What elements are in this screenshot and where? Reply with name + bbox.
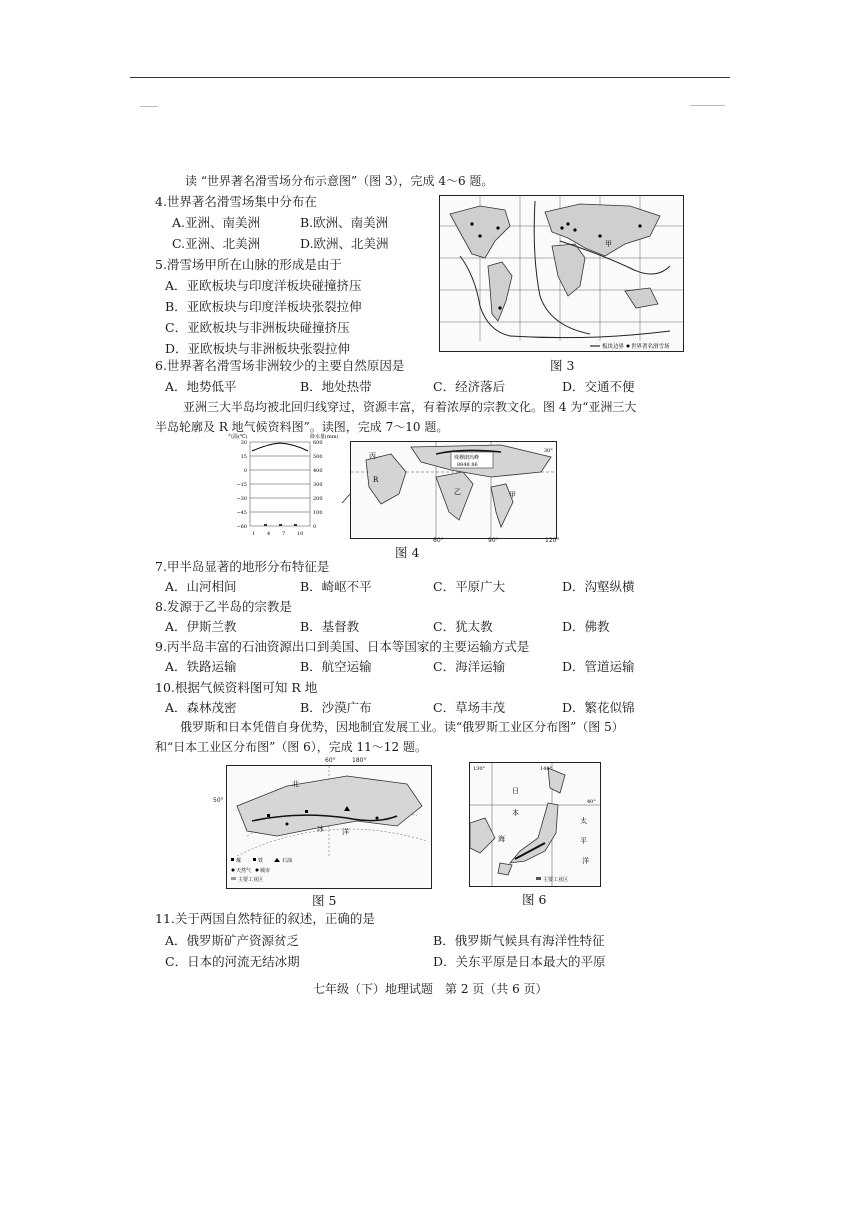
- question-11-option-b[interactable]: B．俄罗斯气候具有海洋性特征: [433, 933, 605, 948]
- question-4-option-b[interactable]: B.欧洲、南美洲: [300, 215, 389, 230]
- fig5-lat-50: 50°: [213, 797, 224, 804]
- question-10-option-a[interactable]: A．森林茂密: [165, 700, 237, 715]
- fig5-mark-bei: 北: [292, 780, 299, 788]
- fig4-temp-tick: −45: [236, 510, 247, 516]
- question-6-option-c[interactable]: C．经济落后: [433, 379, 506, 394]
- fig4-precip-tick: 0: [313, 524, 317, 530]
- question-6-option-b[interactable]: B．地处热带: [300, 379, 372, 394]
- fig4-peak-height: 8848.86: [457, 462, 478, 468]
- question-8-option-d[interactable]: D．佛教: [562, 619, 610, 634]
- question-9-option-c[interactable]: C．海洋运输: [433, 659, 506, 674]
- question-6-option-d[interactable]: D．交通不便: [562, 379, 635, 394]
- fig4-month-tick: 1: [252, 531, 256, 537]
- fig4-lon-120: 120°: [545, 537, 560, 544]
- question-5-option-c[interactable]: C．亚欧板块与非洲板块碰撞挤压: [165, 320, 350, 335]
- fig4-temp-curve: [252, 443, 308, 451]
- question-8-option-c[interactable]: C．犹太教: [433, 619, 493, 634]
- question-10-option-d[interactable]: D．繁花似锦: [562, 700, 635, 715]
- fig5-lon-180: 180°: [352, 757, 367, 764]
- fig4-temp-label: 气温(℃): [228, 434, 248, 440]
- figure-4-climate-chart: [228, 432, 348, 542]
- fig5-legend-item: 城市: [260, 868, 271, 874]
- fig4-mark-bing: 丙: [369, 452, 376, 460]
- question-10-option-c[interactable]: C．草场丰茂: [433, 700, 506, 715]
- figure-5-caption: 图 5: [312, 893, 337, 908]
- fig5-legend-item: 石油: [282, 858, 293, 864]
- top-rule: [130, 77, 730, 78]
- figure-6-caption: 图 6: [522, 892, 547, 907]
- fig4-temp-tick: 15: [240, 454, 247, 460]
- question-9-option-d[interactable]: D．管道运输: [562, 659, 635, 674]
- fig4-month-tick: 7: [282, 531, 286, 537]
- fig4-precip-tick: 600: [313, 440, 323, 446]
- fig4-month-tick: 4: [267, 531, 271, 537]
- fig4-temp-tick: 30: [240, 440, 247, 446]
- question-8-stem: 8.发源于乙半岛的宗教是: [155, 599, 292, 614]
- fig4-precip-label: 降水量(mm): [310, 434, 339, 440]
- question-4-stem: 4.世界著名滑雪场集中分布在: [155, 194, 317, 209]
- intro-fig56-line1: 俄罗斯和日本凭借自身优势，因地制宜发展工业。读“俄罗斯工业区分布图”（图 5）: [180, 720, 624, 734]
- fig6-sea-char: 海: [498, 835, 505, 843]
- intro-fig3: 读 “世界著名滑雪场分布示意图”（图 3），完成 4～6 题。: [185, 174, 494, 188]
- question-7-option-b[interactable]: B．崎岖不平: [300, 579, 372, 594]
- fig4-temp-tick: −15: [236, 482, 247, 488]
- fig4-lat-30: 30°: [544, 448, 553, 454]
- fig6-sea-char: 日: [512, 787, 519, 795]
- intro-fig4-line2: 半岛轮廓及 R 地气候资料图”。读图，完成 7～10 题。: [155, 420, 449, 434]
- question-4-option-c[interactable]: C.亚洲、北美洲: [172, 236, 261, 251]
- figure-3-world-ski-map: [439, 195, 684, 352]
- question-4-option-d[interactable]: D.欧洲、北美洲: [300, 236, 389, 251]
- question-11-option-c[interactable]: C．日本的河流无结冰期: [165, 954, 300, 969]
- question-9-option-a[interactable]: A．铁路运输: [165, 659, 237, 674]
- question-7-option-c[interactable]: C．平原广大: [433, 579, 506, 594]
- intro-fig56-line2: 和“日本工业区分布图”（图 6），完成 11～12 题。: [155, 740, 427, 754]
- question-11-option-d[interactable]: D．关东平原是日本最大的平原: [433, 954, 606, 969]
- fig4-precip-tick: 500: [313, 454, 323, 460]
- fig4-month-tick: 10: [297, 531, 304, 537]
- fig4-mark-jia: 甲: [509, 491, 516, 499]
- intro-fig4-line1: 亚洲三大半岛均被北回归线穿过，资源丰富，有着浓厚的宗教文化。图 4 为“亚洲三大: [183, 400, 637, 414]
- question-7-stem: 7.甲半岛显著的地形分布特征是: [155, 559, 330, 574]
- fig4-precip-tick: 400: [313, 468, 323, 474]
- fig6-ocean-char: 洋: [582, 857, 589, 865]
- fig6-lon-130: 130°: [473, 766, 486, 772]
- fig4-mark-r: R: [373, 476, 379, 484]
- figure-4-peninsula-map: [350, 441, 557, 539]
- scan-mark: [690, 105, 725, 106]
- question-7-option-d[interactable]: D．沟壑纵横: [562, 579, 635, 594]
- fig6-legend: 主要工业区: [543, 877, 569, 883]
- scan-mark: [140, 106, 158, 107]
- question-4-option-a[interactable]: A.亚洲、南美洲: [172, 215, 261, 230]
- fig5-legend-item: 天然气: [236, 868, 252, 874]
- fig6-ocean-char: 平: [580, 837, 587, 845]
- question-8-option-b[interactable]: B．基督教: [300, 619, 360, 634]
- fig5-mark-bing: 冰: [317, 825, 324, 833]
- fig4-precip-tick: 200: [313, 496, 323, 502]
- fig4-temp-tick: 0: [243, 468, 247, 474]
- fig5-legend-item: 主要工业区: [238, 877, 264, 883]
- figure-6-japan-industry-map: [469, 762, 601, 887]
- fig3-legend-boundary: 板块边界: [602, 344, 625, 350]
- fig4-lon-60: 60°: [433, 537, 444, 544]
- figure-4-caption: 图 4: [395, 545, 420, 560]
- fig4-temp-tick: −60: [236, 524, 247, 530]
- fig4-mark-yi: 乙: [454, 488, 461, 496]
- fig4-precip-tick: 300: [313, 482, 323, 488]
- fig4-lon-90: 90°: [488, 537, 499, 544]
- question-11-option-a[interactable]: A．俄罗斯矿产资源贫乏: [165, 933, 300, 948]
- fig6-sea-char: 本: [512, 809, 519, 817]
- figure-5-russia-industry-map: [226, 765, 432, 889]
- question-9-stem: 9.丙半岛丰富的石油资源出口到美国、日本等国家的主要运输方式是: [155, 639, 530, 654]
- fig6-lon-140: 140°: [540, 766, 553, 772]
- fig3-legend-resort: 世界著名滑雪场: [631, 344, 670, 350]
- figure-3-caption: 图 3: [550, 358, 575, 373]
- fig4-peak-label: 珠穆朗玛峰: [454, 455, 480, 461]
- fig6-ocean-char: 太: [580, 817, 587, 825]
- fig5-mark-yang: 洋: [342, 828, 349, 836]
- question-11-stem: 11.关于两国自然特征的叙述，正确的是: [155, 911, 375, 926]
- question-7-option-a[interactable]: A．山河相间: [165, 579, 237, 594]
- question-8-option-a[interactable]: A．伊斯兰教: [165, 619, 237, 634]
- question-5-option-a[interactable]: A．亚欧板块与印度洋板块碰撞挤压: [165, 278, 362, 293]
- fig5-lon-60: 60°: [325, 757, 336, 764]
- question-6-stem: 6.世界著名滑雪场非洲较少的主要自然原因是: [155, 358, 405, 373]
- fig6-lat-40: 40°: [587, 799, 596, 805]
- question-5-stem: 5.滑雪场甲所在山脉的形成是由于: [155, 257, 342, 272]
- question-10-stem: 10.根据气候资料图可知 R 地: [155, 680, 318, 695]
- fig3-mark-jia: 甲: [605, 240, 612, 248]
- fig5-legend-item: 煤: [236, 858, 242, 864]
- page-footer: 七年级（下）地理试题 第 2 页（共 6 页）: [313, 982, 548, 996]
- fig4-temp-tick: −30: [236, 496, 247, 502]
- fig5-legend-item: 铁: [258, 858, 264, 864]
- question-10-option-b[interactable]: B．沙漠广布: [300, 700, 372, 715]
- question-5-option-d[interactable]: D．亚欧板块与非洲板块张裂拉伸: [165, 341, 351, 356]
- question-5-option-b[interactable]: B．亚欧板块与印度洋板块张裂拉伸: [165, 299, 362, 314]
- question-9-option-b[interactable]: B．航空运输: [300, 659, 372, 674]
- question-6-option-a[interactable]: A．地势低平: [165, 379, 237, 394]
- fig4-precip-tick: 100: [313, 510, 323, 516]
